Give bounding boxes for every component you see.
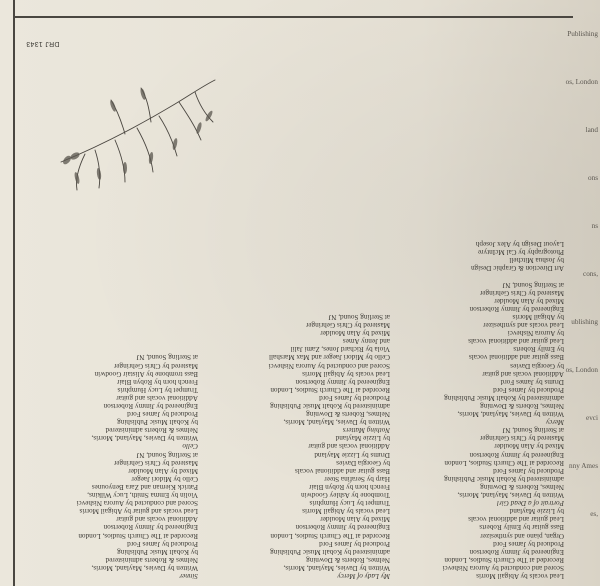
margin-fragment: cons,	[583, 270, 598, 278]
credit-line: Lead vocals and guitar by Abigail Morris	[79, 507, 198, 516]
catalog-number: DRJ 1343	[26, 40, 60, 47]
credit-line: Engineered by Jimmy Robertson	[295, 377, 390, 386]
credit-line: Nelmes & Roberts administered	[105, 555, 198, 564]
credit-line: by Georgia Davies	[336, 458, 390, 467]
song-title: Mercy	[545, 418, 564, 427]
credit-line: at Sterling Sound, NJ	[328, 313, 390, 321]
credits-text-block-inverted	[38, 18, 568, 584]
credit-line: Nelmes, Roberts & Downing	[480, 482, 564, 491]
credit-line: Trumpet by Lucy Humphris	[117, 385, 198, 394]
credit-line: Art Direction & Graphic Design	[470, 264, 564, 273]
credit-line: Additional vocals and guitar	[482, 369, 564, 378]
credit-line: at Sterling Sound, NJ	[136, 353, 198, 362]
credit-line: Produced by James Ford	[319, 539, 390, 548]
credit-line: administered by Kobalt Music Publishing	[270, 547, 390, 556]
credit-line: Photography by Cal McIntyre	[477, 248, 564, 257]
credit-line: Mixed by Alan Moulder	[494, 442, 564, 451]
credit-line: Drums by Lizzie Mayland	[314, 450, 390, 459]
credit-line: Drums by James Ford	[500, 377, 564, 386]
credit-line: Engineered by Jimmy Robertson	[103, 523, 198, 532]
credit-line: Engineered by Jimmy Robertson	[469, 547, 564, 556]
credit-line: Nelmes, Roberts & Downing	[306, 555, 390, 564]
margin-fragment: os, London	[565, 78, 598, 86]
song-title: Sinner	[179, 572, 198, 580]
credit-line: administered by Kobalt Music Publishing	[270, 402, 390, 411]
credit-line: Lead guitar and additional vocals	[468, 515, 564, 524]
credit-line: administered by Kobalt Music Publishing	[444, 474, 564, 483]
credit-line: administered by Kobalt Music Publishing	[444, 393, 564, 402]
credit-line: Produced by James Ford	[319, 393, 390, 402]
credit-line: Engineered by Jimmy Robertson	[295, 523, 390, 532]
margin-fragment: es,	[590, 510, 598, 518]
margin-fragment: Publishing	[567, 30, 598, 38]
credits-column-2	[210, 313, 390, 580]
credit-line: Layout Design by Alex Joseph	[475, 240, 564, 249]
credit-line: Mastered by Chris Gehringer	[479, 288, 564, 297]
credit-line: by Emily Roberts	[513, 345, 564, 354]
credit-line: Written by Davies, Mayland, Morris,	[283, 563, 390, 572]
credit-line: by Georgia Davies	[510, 361, 564, 370]
margin-fragment: ons	[588, 174, 598, 182]
credit-line: Written by Davies, Mayland, Morris,	[283, 418, 390, 427]
vertical-border-rule	[13, 0, 15, 586]
credit-line: Mixed by Alan Moulder	[128, 466, 198, 475]
credit-line: Recorded at The Church Studios, London	[444, 458, 564, 467]
credit-line: by Aurora Nishevci	[507, 329, 564, 338]
margin-fragment: land	[585, 126, 598, 134]
credit-line: Additional vocals and guitar	[308, 442, 390, 451]
credit-line: Produced by James Ford	[127, 410, 198, 419]
credit-line: Mastered by Chris Gehringer	[305, 321, 390, 330]
credit-line: Written by Davies, Mayland, Morris,	[457, 410, 564, 419]
credit-line: Engineered by Jimmy Robertson	[469, 304, 564, 313]
credit-line: Produced by James Ford	[127, 539, 198, 548]
credit-line: Bass guitar and additional vocals	[468, 353, 564, 362]
credit-line: Patrick Kiernan and Zara Benyounes	[91, 482, 198, 491]
credit-line: Trombone by Ashley Goodwin	[301, 491, 390, 500]
credit-line: Mastered by Chris Gehringer	[113, 361, 198, 370]
credit-line: by Lizzie Mayland	[509, 507, 564, 516]
song-title: Portrait of a Dead Girl	[496, 499, 564, 508]
credit-line: by Lizzie Mayland	[335, 434, 390, 443]
credit-line: Engineered by Jimmy Robertson	[469, 450, 564, 459]
credit-line: at Sterling Sound, NJ	[502, 280, 564, 289]
credit-line: Harp by Serafina Steer	[324, 474, 390, 483]
credit-line: Written by Davies, Mayland, Morris,	[91, 563, 198, 572]
credit-line: Lead vocals by Abigail Morris	[476, 572, 564, 580]
credit-line: Lead guitar and additional vocals	[468, 337, 564, 346]
song-title: Cello	[182, 442, 198, 451]
credit-line: Additional vocals and guitar	[116, 515, 198, 524]
credit-line: Written by Davies, Mayland, Morris,	[457, 491, 564, 500]
credit-line: at Sterling Sound, NJ	[136, 450, 198, 459]
credit-line: Recorded at The Church Studios, London	[444, 555, 564, 564]
credit-line: Nelmes, Roberts & Downing	[480, 402, 564, 411]
credit-line: Scored and conducted by Aurora Nishevci	[442, 563, 564, 572]
credit-line: Written by Davies, Mayland, Morris,	[91, 434, 198, 443]
credit-line: by Joshua Mitchell	[509, 256, 564, 265]
credits-column-1	[384, 240, 564, 580]
song-title: Nothing Matters	[342, 426, 390, 435]
credit-line: Mixed by Alan Moulder	[494, 296, 564, 305]
credit-line: Lead vocals by Abigail Morris	[302, 507, 390, 516]
credit-line: Trumpet by Lucy Humphris	[309, 499, 390, 508]
margin-fragment: nny Ames	[569, 462, 598, 470]
credit-line: Bass guitar by Emily Roberts	[479, 523, 564, 532]
credit-line: by Kobalt Music Publishing	[117, 547, 198, 556]
credit-line: Produced by James Ford	[493, 466, 564, 475]
credit-line: Lead vocals and synthesizer	[483, 321, 564, 330]
credit-line: and Jenny Ames	[342, 337, 390, 346]
margin-fragment: ublishing	[571, 318, 598, 326]
credit-line: Bass guitar and additional vocals	[294, 466, 390, 475]
credit-line: Mastered by Chris Gehringer	[113, 458, 198, 467]
credits-column-3	[28, 353, 198, 580]
credit-line: Engineered by Jimmy Robertson	[103, 402, 198, 411]
credit-line: Bass trombone by Alistair Goodwin	[94, 369, 198, 378]
credit-line: Scored and conducted by Aurora Nishevci	[76, 499, 198, 508]
credit-line: Additional vocals and guitar	[116, 393, 198, 402]
credit-line: Recorded at The Church Studios, London	[270, 385, 390, 394]
song-title: My Lady of Mercy	[337, 572, 390, 580]
credit-line: Lead vocals by Abigail Morris	[302, 369, 390, 378]
credit-line: French horn by Robyn Blair	[116, 377, 198, 386]
margin-fragment: evci	[586, 414, 598, 422]
credit-line: Produced by James Ford	[493, 539, 564, 548]
credit-line: Cello by Midori Jaeger and Max Marshall	[269, 353, 390, 362]
credit-line	[384, 272, 564, 280]
credit-line: Mixed by Alan Moulder	[320, 329, 390, 338]
credit-line: Mastered by Chris Gehringer	[479, 434, 564, 443]
credit-line: Recorded at The Church Studios, London	[78, 531, 198, 540]
margin-fragment: ns	[591, 222, 598, 230]
credit-line: at Sterling Sound, NJ	[502, 426, 564, 435]
credit-line: Produced by James Ford	[493, 385, 564, 394]
credit-line: Nelmes, Roberts & Downing	[306, 410, 390, 419]
credit-line: Scored and conducted by Aurora Nishevci	[268, 361, 390, 370]
credit-line: Recorded at The Church Studios, London	[270, 531, 390, 540]
credit-line: Viola by Richard Jones, Zami Jalil	[290, 345, 390, 354]
right-margin-bleed-text	[565, 0, 600, 586]
credit-line: French horn by Robyn Blair	[308, 482, 390, 491]
credit-line: Organ, piano and synthesizer	[480, 531, 564, 540]
credit-line: by Kobalt Music Publishing	[117, 418, 198, 427]
credit-line: Mixed by Alan Moulder	[320, 515, 390, 524]
credit-line: Violin by Emma Smith, Lucy Wilkins,	[87, 491, 198, 500]
credit-line: by Abigail Morris	[512, 313, 564, 321]
margin-fragment: os, London	[565, 366, 598, 374]
credit-line: Nelmes & Roberts administered	[105, 426, 198, 435]
credit-line: Cello by Midori Jaeger	[131, 474, 198, 483]
